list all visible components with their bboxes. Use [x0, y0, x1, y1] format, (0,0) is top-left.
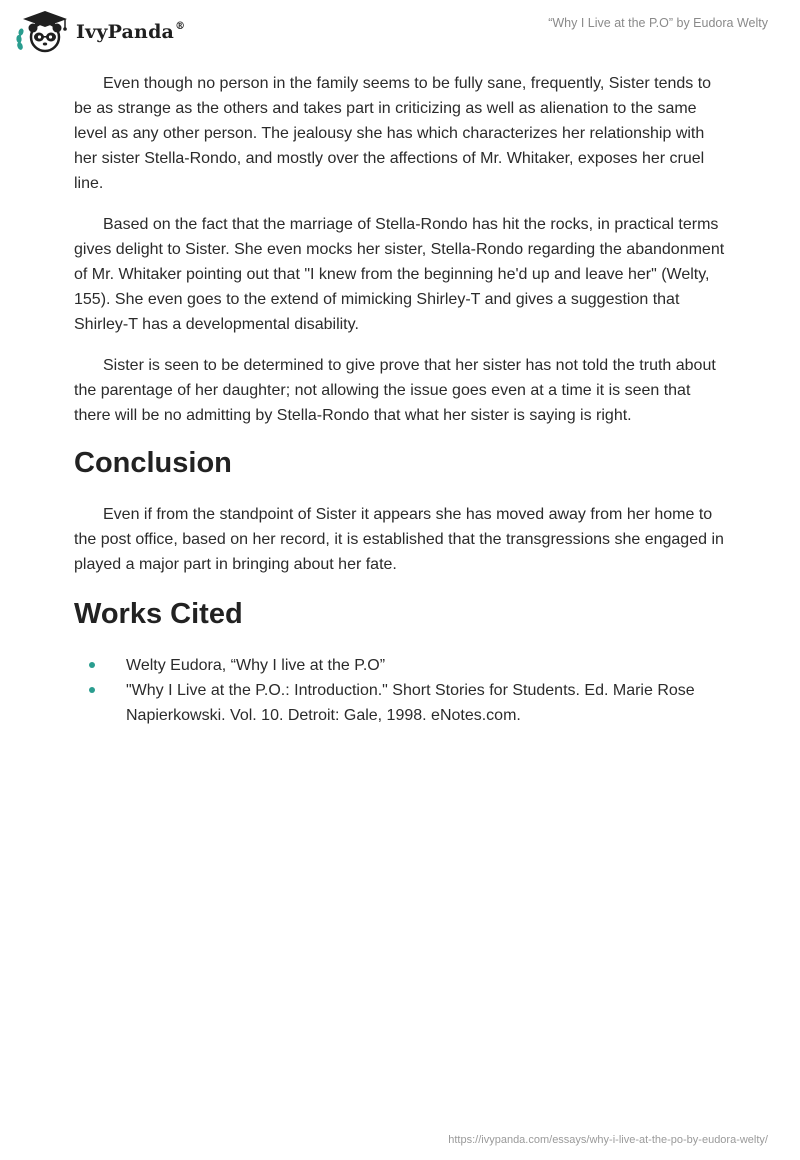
- conclusion-heading: Conclusion: [74, 447, 232, 479]
- panda-graduation-cap-icon: [14, 8, 78, 56]
- ivypanda-logo[interactable]: [14, 8, 185, 56]
- works-cited-heading: Works Cited: [74, 598, 243, 630]
- registered-mark: ®: [175, 20, 186, 32]
- paragraph-2: Based on the fact that the marriage of Stella-Rondo has hit the rocks, in practical terms gives delight to Sister. She even mocks her sister, Stella-Rondo regarding the abandonment of Mr. Whitaker pointing out that "I knew from the beginning he'd up and leave her" (Welty, 155). She even goes to the extend of mimicking Shirley-T and gives a suggestion that Shirley-T has a developmental disability.: [74, 216, 725, 333]
- works-cited-list: [74, 653, 728, 728]
- paragraph-3: Sister is seen to be determined to give prove that her sister has not told the truth about the parentage of her daughter; not allowing the issue goes even at a time it is seen that there will be no admitting by Stella-Rondo that what her sister is saying is right.: [74, 357, 716, 424]
- bullet-dot-icon: [89, 687, 95, 693]
- essay-content: [74, 71, 728, 728]
- brand-name: IvyPanda®: [76, 20, 186, 43]
- citation-text: "Why I Live at the P.O.: Introduction." Short Stories for Students. Ed. Marie Rose Napierkowski. Vol. 10. Detroit: Gale, 1998. eNotes.com.: [126, 682, 695, 724]
- conclusion-paragraph: Even if from the standpoint of Sister it appears she has moved away from her home to the post office, based on her record, it is established that the transgressions she engaged in played a major part in bringing about her fate.: [74, 506, 724, 573]
- document-title: “Why I Live at the P.O” by Eudora Welty: [548, 16, 768, 30]
- paragraph-1: Even though no person in the family seems to be fully sane, frequently, Sister tends to be as strange as the others and takes part in criticizing as well as alienation to the same level as any other person. The jealousy she has which characterizes her relationship with her sister Stella-Rondo, and mostly over the affections of Mr. Whitaker, exposes her cruel line.: [74, 75, 712, 192]
- citation-text: Welty Eudora, “Why I live at the P.O”: [126, 657, 386, 674]
- citation-item: [74, 678, 728, 728]
- source-url[interactable]: https://ivypanda.com/essays/why-i-live-at-the-po-by-eudora-welty/: [448, 1134, 768, 1146]
- page-header: [0, 0, 800, 60]
- citation-item: [74, 653, 728, 678]
- bullet-dot-icon: [89, 662, 95, 668]
